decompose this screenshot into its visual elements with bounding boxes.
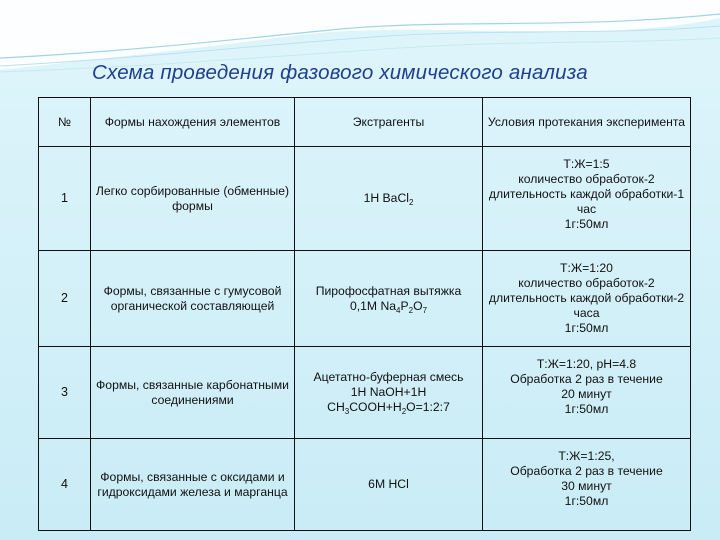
row-extractant: Пирофосфатная вытяжка 0,1М $Na_4P_2O_7$ — [295, 251, 483, 347]
table-row — [39, 439, 691, 531]
table-row — [39, 347, 691, 439]
row-number: 1 — [39, 147, 91, 251]
page-title: Схема проведения фазового химического анализа — [92, 61, 588, 84]
row-conditions: Т:Ж=1:25, Обработка 2 раз в течение 30 минут 1г:50мл — [483, 439, 691, 531]
row-number: 3 — [39, 347, 91, 439]
row-extractant: Ацетатно-буферная смесь 1H NaOH+1H $CH_3COOH+H_2O=1:2:7$ — [295, 347, 483, 439]
row-number: 2 — [39, 251, 91, 347]
table-row — [39, 251, 691, 347]
row-form: Формы, связанные с оксидами и гидроксидами железа и марганца — [91, 439, 295, 531]
column-header-extractants: Экстрагенты — [295, 98, 483, 147]
row-form: Легко сорбированные (обменные) формы — [91, 147, 295, 251]
table-header-row — [39, 98, 691, 147]
row-extractant: 1H BaCl$_2$ — [295, 147, 483, 251]
analysis-table — [38, 97, 691, 531]
column-header-number: № — [39, 98, 91, 147]
column-header-conditions: Условия протекания эксперимента — [483, 98, 691, 147]
row-form: Формы, связанные с гумусовой органической составляющей — [91, 251, 295, 347]
row-form: Формы, связанные карбонатными соединениями — [91, 347, 295, 439]
table-row — [39, 147, 691, 251]
row-conditions: Т:Ж=1:20, pH=4.8 Обработка 2 раз в течение 20 минут 1г:50мл — [483, 347, 691, 439]
row-extractant: 6M HCl — [295, 439, 483, 531]
row-number: 4 — [39, 439, 91, 531]
column-header-forms: Формы нахождения элементов — [91, 98, 295, 147]
row-conditions: Т:Ж=1:5 количество обработок-2 длительность каждой обработки-1 час 1г:50мл — [483, 147, 691, 251]
row-conditions: Т:Ж=1:20 количество обработок-2 длительность каждой обработки-2 часа 1г:50мл — [483, 251, 691, 347]
